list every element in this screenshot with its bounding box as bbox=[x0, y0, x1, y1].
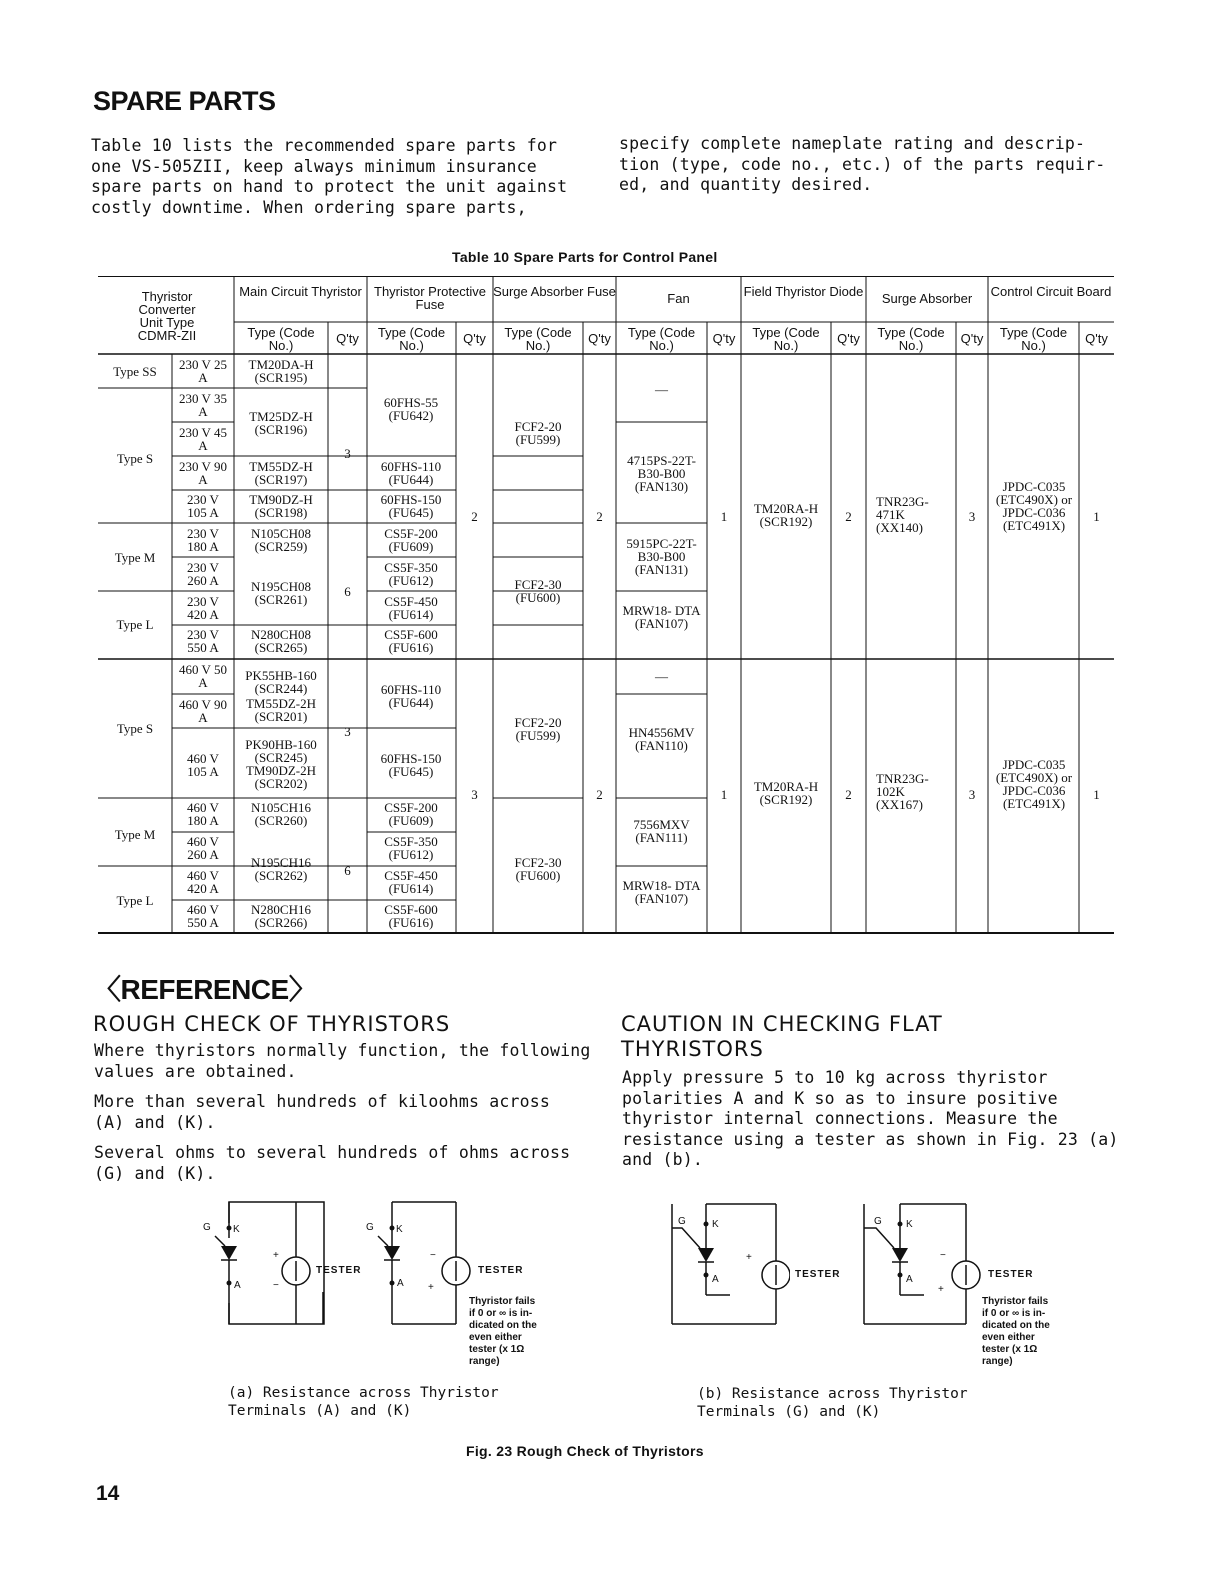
header-qty: Q'ty bbox=[1085, 331, 1108, 346]
header-type-code: Type (Code No.) bbox=[877, 325, 945, 353]
thyristor-symbol bbox=[221, 1246, 237, 1260]
thyristor-cell: PK55HB-160 (SCR244) bbox=[245, 668, 317, 696]
qty-cell: 3 bbox=[344, 724, 351, 739]
type-label: Type S bbox=[116, 451, 154, 466]
label-a: A bbox=[712, 1274, 719, 1285]
surge-fuse-cell: FCF2-30 (FU600) bbox=[514, 855, 562, 883]
thyristor-cell: N195CH16 (SCR262) bbox=[251, 855, 311, 883]
rough-check-p1: Where thyristors normally function, the following values are obtained. bbox=[94, 1041, 591, 1081]
rating-cell: 460 V 550 A bbox=[187, 902, 219, 930]
fuse-cell: CS5F-450 (FU614) bbox=[384, 594, 438, 622]
fuse-cell: CS5F-200 (FU609) bbox=[384, 800, 438, 828]
header-qty: Q'ty bbox=[463, 331, 486, 346]
header-type-code: Type (Code No.) bbox=[377, 325, 446, 353]
header-type-code: Type (Code No.) bbox=[247, 325, 315, 353]
svg-text:+: + bbox=[273, 1250, 279, 1261]
qty-cell: 2 bbox=[596, 787, 603, 802]
rating-cell: 230 V 180 A bbox=[187, 526, 219, 554]
rating-cell: 460 V 180 A bbox=[187, 800, 219, 828]
rating-cell: 230 V 25 A bbox=[179, 357, 227, 385]
fuse-cell: 60FHS-150 (FU645) bbox=[380, 492, 442, 520]
qty-cell: 2 bbox=[596, 509, 603, 524]
header-fan: Fan bbox=[667, 291, 690, 306]
qty-cell: 3 bbox=[968, 509, 976, 524]
field-diode-cell: TM20RA-H (SCR192) bbox=[753, 501, 819, 529]
rating-cell: 460 V 420 A bbox=[187, 868, 219, 896]
fan-cell: — bbox=[655, 382, 668, 397]
header-protective-fuse: Thyristor Protective Fuse bbox=[374, 284, 486, 312]
surge-absorber-cell: TNR23G- 102K (XX167) bbox=[876, 771, 929, 812]
fan-cell: MRW18- DTA (FAN107) bbox=[622, 603, 701, 631]
tester-note: Thyristor fails if 0 or ∞ is in- dicated on the even either tester (x 1Ω range) bbox=[469, 1296, 537, 1367]
header-qty: Q'ty bbox=[712, 331, 736, 346]
thyristor-cell: N280CH16 (SCR266) bbox=[251, 902, 311, 930]
thyristor-cell: PK90HB-160 (SCR245) TM90DZ-2H (SCR202) bbox=[245, 737, 317, 791]
qty-cell: 1 bbox=[1093, 509, 1100, 524]
header-main-circuit: Main Circuit Thyristor bbox=[239, 284, 362, 299]
thyristor-cell: N280CH08 (SCR265) bbox=[251, 627, 311, 655]
type-label: Type M bbox=[114, 550, 156, 565]
qty-cell: 1 bbox=[720, 787, 728, 802]
label-k: K bbox=[396, 1224, 403, 1235]
caution-heading: CAUTION IN CHECKING FLAT THYRISTORS bbox=[621, 1012, 943, 1061]
fan-cell: MRW18- DTA (FAN107) bbox=[622, 878, 701, 906]
fan-cell: — bbox=[655, 669, 668, 684]
tester-circuit-a1 bbox=[195, 1198, 325, 1328]
header-type-code: Type (Code No.) bbox=[752, 325, 820, 353]
header-qty: Q'ty bbox=[960, 331, 984, 346]
figure-caption: Fig. 23 Rough Check of Thyristors bbox=[466, 1443, 704, 1459]
page-number: 14 bbox=[96, 1482, 120, 1505]
qty-cell: 1 bbox=[720, 509, 728, 524]
thyristor-cell: N105CH08 (SCR259) bbox=[251, 526, 311, 554]
header-surge-absorber: Surge Absorber bbox=[881, 291, 973, 306]
qty-cell: 3 bbox=[344, 446, 351, 461]
rating-cell: 230 V 45 A bbox=[179, 425, 227, 453]
header-field-diode: Field Thyristor Diode bbox=[743, 284, 864, 299]
qty-cell: 6 bbox=[344, 863, 351, 878]
qty-cell: 3 bbox=[471, 787, 478, 802]
svg-text:−: − bbox=[273, 1280, 279, 1291]
label-g: G bbox=[366, 1222, 374, 1233]
fuse-cell: CS5F-200 (FU609) bbox=[384, 526, 438, 554]
intro-left-paragraph: Table 10 lists the recommended spare parts for one VS-505ZII, keep always minimum insurance spare parts on hand to protect the unit against costly downtime. When ordering spare parts, bbox=[91, 136, 568, 217]
tester-label: TESTER bbox=[795, 1269, 841, 1280]
figure-caption-a: (a) Resistance across Thyristor Terminals (A) and (K) bbox=[228, 1385, 499, 1419]
rating-cell: 230 V 105 A bbox=[187, 492, 219, 520]
fuse-cell: CS5F-350 (FU612) bbox=[384, 560, 438, 588]
reference-heading: 〈REFERENCE〉 bbox=[93, 974, 317, 1005]
header-unit-type: Thyristor Converter Unit Type CDMR-ZII bbox=[137, 289, 197, 343]
type-label: Type L bbox=[116, 893, 154, 908]
fan-cell: 4715PS-22T- B30-B00 (FAN130) bbox=[627, 453, 696, 494]
figure-caption-b: (b) Resistance across Thyristor Terminals (G) and (K) bbox=[697, 1386, 968, 1420]
header-control-board: Control Circuit Board bbox=[990, 284, 1112, 299]
thyristor-cell: TM55DZ-H (SCR197) bbox=[249, 459, 313, 487]
label-k: K bbox=[233, 1224, 240, 1235]
type-label: Type L bbox=[116, 617, 154, 632]
qty-cell: 6 bbox=[344, 584, 351, 599]
tester-circuit-b1 bbox=[670, 1200, 790, 1330]
rating-cell: 460 V 260 A bbox=[187, 834, 219, 862]
thyristor-cell: N105CH16 (SCR260) bbox=[251, 800, 311, 828]
rating-cell: 460 V 90 A bbox=[179, 697, 227, 725]
header-qty: Q'ty bbox=[336, 331, 359, 346]
tester-label: TESTER bbox=[988, 1269, 1034, 1280]
table-caption: Table 10 Spare Parts for Control Panel bbox=[452, 249, 718, 265]
svg-text:+: + bbox=[938, 1284, 944, 1295]
tester-note: Thyristor fails if 0 or ∞ is in- dicated on the even either tester (x 1Ω range) bbox=[982, 1296, 1050, 1367]
label-g: G bbox=[874, 1216, 882, 1227]
rating-cell: 460 V 105 A bbox=[187, 751, 219, 779]
rating-cell: 230 V 260 A bbox=[187, 560, 219, 588]
header-qty: Q'ty bbox=[588, 331, 611, 346]
caution-p1: Apply pressure 5 to 10 kg across thyristor polarities A and K so as to insure positive thyristor internal connections. Measure the resistance using a tester as shown in Fig. 23 (a) and (b). bbox=[622, 1068, 1119, 1169]
label-k: K bbox=[906, 1219, 913, 1230]
rough-check-heading: ROUGH CHECK OF THYRISTORS bbox=[93, 1012, 451, 1036]
spare-parts-table bbox=[98, 276, 1114, 934]
type-label: Type M bbox=[114, 827, 156, 842]
tester-label: TESTER bbox=[316, 1265, 362, 1276]
rough-check-p3: Several ohms to several hundreds of ohms across (G) and (K). bbox=[94, 1143, 571, 1183]
qty-cell: 2 bbox=[471, 509, 478, 524]
control-board-cell: JPDC-C035 (ETC490X) or JPDC-C036 (ETC491X) bbox=[995, 757, 1073, 811]
surge-absorber-cell: TNR23G- 471K (XX140) bbox=[876, 494, 929, 535]
header-type-code: Type (Code No.) bbox=[999, 325, 1068, 353]
surge-fuse-cell: FCF2-20 (FU599) bbox=[514, 715, 562, 743]
header-surge-fuse: Surge Absorber Fuse bbox=[493, 284, 616, 299]
label-g: G bbox=[678, 1216, 686, 1227]
rating-cell: 230 V 90 A bbox=[179, 459, 227, 487]
svg-text:+: + bbox=[746, 1252, 752, 1263]
fuse-cell: 60FHS-110 (FU644) bbox=[380, 682, 442, 710]
svg-text:−: − bbox=[940, 1250, 946, 1261]
tester-label: TESTER bbox=[478, 1265, 524, 1276]
fuse-cell: CS5F-600 (FU616) bbox=[384, 627, 438, 655]
fuse-cell: 60FHS-55 (FU642) bbox=[383, 395, 439, 423]
type-label: Type SS bbox=[113, 364, 157, 379]
tester-circuit-b2 bbox=[862, 1200, 982, 1330]
svg-text:+: + bbox=[428, 1282, 434, 1293]
qty-cell: 3 bbox=[968, 787, 976, 802]
rating-cell: 460 V 50 A bbox=[179, 662, 227, 690]
fuse-cell: 60FHS-110 (FU644) bbox=[380, 459, 442, 487]
surge-fuse-cell: FCF2-30 (FU600) bbox=[514, 577, 562, 605]
fan-cell: HN4556MV (FAN110) bbox=[628, 725, 695, 753]
rating-cell: 230 V 35 A bbox=[179, 391, 227, 419]
qty-cell: 2 bbox=[845, 787, 852, 802]
surge-fuse-cell: FCF2-20 (FU599) bbox=[514, 419, 562, 447]
thyristor-cell: N195CH08 (SCR261) bbox=[251, 579, 311, 607]
page-title: SPARE PARTS bbox=[93, 86, 276, 116]
label-k: K bbox=[712, 1219, 719, 1230]
qty-cell: 2 bbox=[845, 509, 852, 524]
label-a: A bbox=[906, 1274, 913, 1285]
label-g: G bbox=[203, 1222, 211, 1233]
fuse-cell: 60FHS-150 (FU645) bbox=[380, 751, 442, 779]
rating-cell: 230 V 420 A bbox=[187, 594, 219, 622]
rating-cell: 230 V 550 A bbox=[187, 627, 219, 655]
thyristor-cell: TM55DZ-2H (SCR201) bbox=[245, 696, 317, 724]
label-a: A bbox=[397, 1278, 404, 1289]
fan-cell: 5915PC-22T- B30-B00 (FAN131) bbox=[626, 536, 697, 577]
rough-check-p2: More than several hundreds of kiloohms across (A) and (K). bbox=[94, 1092, 551, 1132]
type-label: Type S bbox=[116, 721, 154, 736]
label-a: A bbox=[234, 1280, 241, 1291]
svg-text:−: − bbox=[430, 1250, 436, 1261]
header-qty: Q'ty bbox=[837, 331, 860, 346]
fan-cell: 7556MXV (FAN111) bbox=[633, 817, 690, 845]
fuse-cell: CS5F-350 (FU612) bbox=[384, 834, 438, 862]
fuse-cell: CS5F-450 (FU614) bbox=[384, 868, 438, 896]
header-type-code: Type (Code No.) bbox=[504, 325, 572, 353]
thyristor-cell: TM25DZ-H (SCR196) bbox=[249, 409, 313, 437]
thyristor-cell: TM90DZ-H (SCR198) bbox=[249, 492, 313, 520]
header-type-code: Type (Code No.) bbox=[627, 325, 696, 353]
fuse-cell: CS5F-600 (FU616) bbox=[384, 902, 438, 930]
thyristor-cell: TM20DA-H (SCR195) bbox=[248, 357, 314, 385]
field-diode-cell: TM20RA-H (SCR192) bbox=[753, 779, 819, 807]
control-board-cell: JPDC-C035 (ETC490X) or JPDC-C036 (ETC491X) bbox=[995, 479, 1073, 533]
intro-right-paragraph: specify complete nameplate rating and descrip- tion (type, code no., etc.) of the parts requir- ed, and quantity desired. bbox=[619, 134, 1106, 194]
qty-cell: 1 bbox=[1093, 787, 1100, 802]
